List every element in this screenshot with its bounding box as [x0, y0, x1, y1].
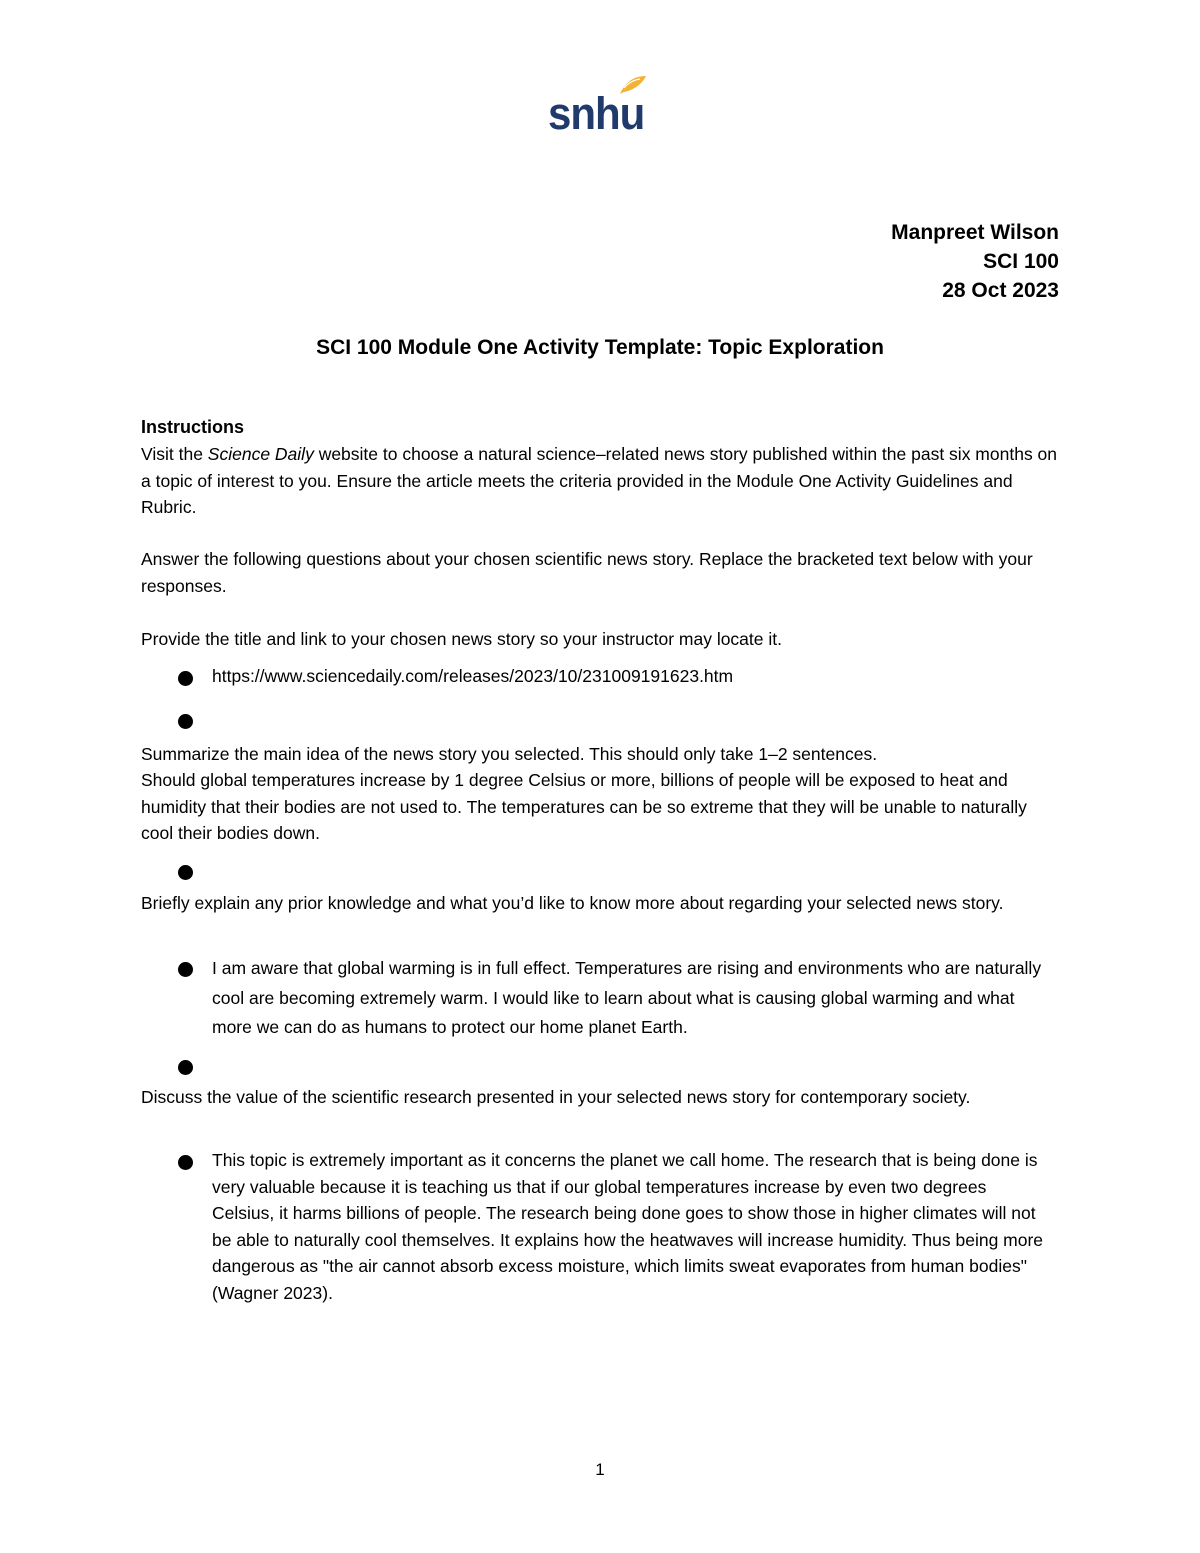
article-link[interactable]: https://www.sciencedaily.com/releases/2023/10/231009191623.htm: [212, 666, 734, 686]
q4-answer: This topic is extremely important as it concerns the planet we call home. The research that is being done is very valuable because it is teaching us that if our global temperatures increase by even two degrees Celsius, it harms billions of people. The research being done goes to show those in higher climates will not be able to naturally cool themselves. It explains how the heatwaves will increase humidity. Thus being more dangerous as "the air cannot absorb excess moisture, which limits sweat evaporates from human bodies" (Wagner 2023).: [212, 1150, 1044, 1303]
bullet-icon: [178, 1155, 193, 1170]
instructions-heading: Instructions: [141, 417, 245, 437]
logo-wordmark: snhu: [548, 87, 645, 139]
q2-prompt: Summarize the main idea of the news story you selected. This should only take 1–2 sentences.: [141, 744, 878, 764]
q2-answer: Should global temperatures increase by 1 degree Celsius or more, billions of people will be exposed to heat and humidity that their bodies are not used to. The temperatures can be so extreme that they will be unable to naturally cool their bodies down.: [141, 770, 1027, 843]
student-name: Manpreet Wilson: [891, 221, 1059, 244]
instructions-paragraph: [141, 441, 1061, 521]
bullet-icon: [178, 671, 193, 686]
answer-instructions-paragraph: Answer the following questions about your chosen scientific news story. Replace the bracketed text below with your responses.: [141, 549, 1033, 596]
q3-answer: I am aware that global warming is in full effect. Temperatures are rising and environments who are naturally cool are becoming extremely warm. I would like to learn about what is causing global warming and what more we can do as humans to protect our home planet Earth.: [212, 958, 1042, 1037]
bullet-icon: [178, 1060, 193, 1075]
student-header: [891, 218, 1059, 305]
q3-prompt: Briefly explain any prior knowledge and what you’d like to know more about regarding your selected news story.: [141, 893, 1004, 913]
course-code: SCI 100: [983, 250, 1059, 273]
q4-prompt: Discuss the value of the scientific research presented in your selected news story for contemporary society.: [141, 1087, 971, 1107]
snhu-logo: [548, 72, 648, 138]
submission-date: 28 Oct 2023: [942, 279, 1059, 302]
bullet-icon: [178, 962, 193, 977]
page-number: 1: [595, 1460, 605, 1479]
bullet-icon: [178, 714, 193, 729]
q1-prompt: Provide the title and link to your chosen news story so your instructor may locate it.: [141, 629, 782, 649]
document-title: SCI 100 Module One Activity Template: Topic Exploration: [316, 336, 884, 359]
instructions-text-start: Visit the: [141, 444, 208, 464]
science-daily-name: Science Daily: [207, 444, 314, 464]
bullet-icon: [178, 865, 193, 880]
instructions-text-end: website to choose a natural science–related news story published within the past six months on a topic of interest to you. Ensure the article meets the criteria provided in the Module One Activity Guidelines and Rubric.: [141, 444, 1058, 517]
